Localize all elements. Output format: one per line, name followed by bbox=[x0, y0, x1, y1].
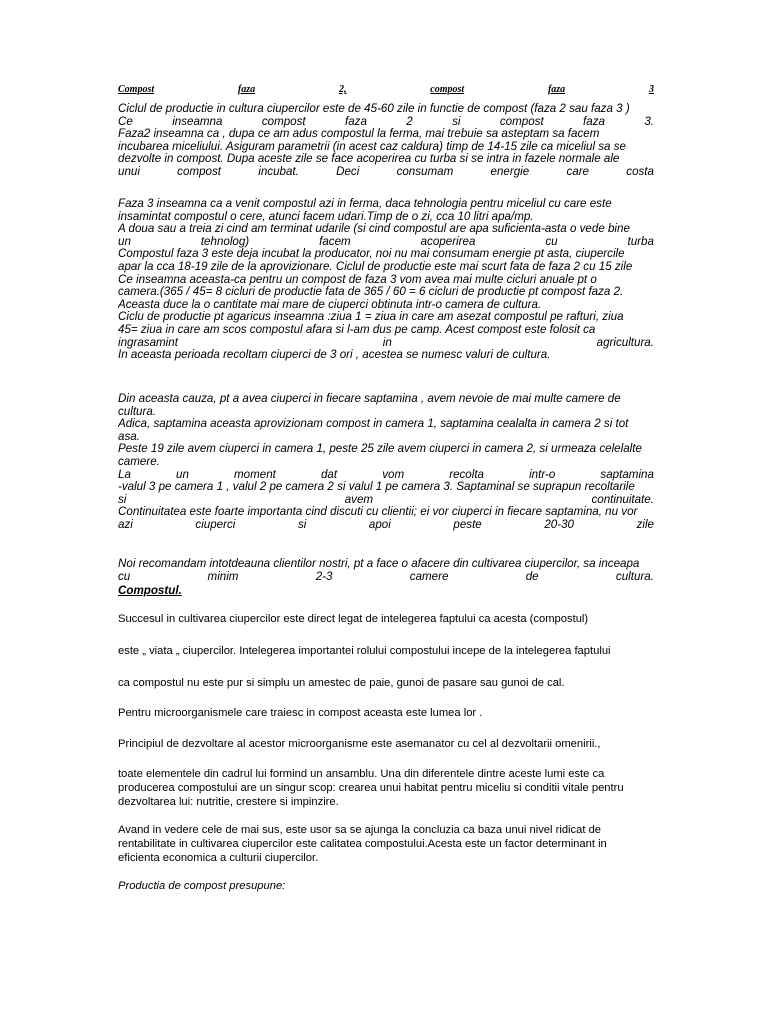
text-line: asa. bbox=[118, 430, 140, 443]
word: tehnolog) bbox=[200, 234, 250, 248]
text-line: dezvoltarea lui: nutritie, crestere si impinzire. bbox=[118, 796, 339, 809]
text-line: Aceasta duce la o cantitate mai mare de ciuperci obtinuta intr-o camera de cultura. bbox=[118, 298, 542, 311]
text-line: rentabilitate in cultivarea ciupercilor este calitatea compostului.Acesta este un factor determinant in bbox=[118, 838, 607, 851]
justified-text-line bbox=[118, 116, 654, 129]
text-line: eficienta economica a culturii ciupercilor. bbox=[118, 852, 319, 865]
word: consumam bbox=[396, 164, 454, 178]
text-line: Din aceasta cauza, pt a avea ciuperci in fiecare saptamina , avem nevoie de mai multe camere de bbox=[118, 393, 621, 405]
paragraph-recommendation bbox=[118, 558, 654, 583]
word: acoperirea bbox=[420, 234, 476, 248]
word: compost bbox=[499, 114, 544, 128]
text-line: cultura. bbox=[118, 405, 157, 418]
word: un bbox=[118, 234, 131, 248]
word: si bbox=[297, 517, 307, 531]
word: faza bbox=[345, 114, 367, 128]
header-word: faza bbox=[547, 84, 566, 95]
word: 20-30 bbox=[544, 517, 574, 531]
text-line: Ce inseamna aceasta-ca pentru un compost de faza 3 vom avea mai multe cicluri anuale pt o bbox=[118, 273, 597, 286]
word: cultura. bbox=[615, 569, 654, 583]
text-line: Faza2 inseamna ca , dupa ce am adus compostul la ferma, mai trebuie sa asteptam sa facem bbox=[118, 128, 600, 141]
word: cu bbox=[118, 569, 131, 583]
header-word: 2, bbox=[338, 84, 347, 95]
paragraph-compost-production bbox=[118, 879, 654, 893]
text-line: toate elementele din cadrul lui formind un ansamblu. Una din diferentele dintre aceste lumi este ca bbox=[118, 768, 605, 780]
word: 3. bbox=[644, 114, 654, 128]
text-line: In aceasta perioada recoltam ciuperci de 3 ori , acestea se numesc valuri de cultura. bbox=[118, 349, 551, 362]
word: incubat. bbox=[258, 164, 299, 178]
word: cu bbox=[545, 234, 558, 248]
text-line: camera.(365 / 45= 8 cicluri de productie fata de 365 / 60 = 6 cicluri de productie pt compost faza 2. bbox=[118, 286, 624, 299]
justified-text-line bbox=[118, 469, 654, 482]
word: Deci bbox=[336, 164, 360, 178]
text-line: Productia de compost presupune: bbox=[118, 880, 286, 892]
justified-text-line bbox=[118, 494, 654, 507]
paragraph-phase-3 bbox=[118, 198, 654, 362]
section-heading-compost: Compostul. bbox=[118, 584, 182, 597]
word: costa bbox=[626, 164, 654, 178]
header-line bbox=[118, 84, 654, 95]
word: recolta bbox=[449, 467, 485, 481]
word: facem bbox=[319, 234, 351, 248]
text-line: incubarea miceliului. Asiguram parametrii (in acest caz caldura) timp de 14-15 zile ca miceliul sa se bbox=[118, 140, 626, 153]
text-line: Noi recomandam intotdeauna clientilor nostri, pt a face o afacere din cultivarea ciupercilor, sa inceapa bbox=[118, 558, 640, 570]
text-line: Succesul in cultivarea ciupercilor este direct legat de intelegerea faptului ca acesta (compostul) bbox=[118, 613, 589, 625]
word: vom bbox=[382, 467, 405, 481]
word: continuitate. bbox=[591, 492, 654, 506]
justified-text-line bbox=[118, 519, 654, 532]
word: un bbox=[176, 467, 189, 481]
paragraph-principle bbox=[118, 737, 654, 751]
word: moment bbox=[234, 467, 276, 481]
paragraph-life bbox=[118, 644, 654, 658]
word: camere bbox=[409, 569, 449, 583]
paragraph-microorganisms bbox=[118, 706, 654, 720]
word: energie bbox=[490, 164, 530, 178]
text-line: camere. bbox=[118, 455, 160, 468]
word: 2-3 bbox=[315, 569, 333, 583]
header-word: Compost bbox=[118, 84, 155, 95]
word: unui bbox=[118, 164, 140, 178]
word: de bbox=[525, 569, 539, 583]
word: si bbox=[118, 492, 127, 506]
text-line: Faza 3 inseamna ca a venit compostul azi in ferma, daca tehnologia pentru miceliul cu care este bbox=[118, 198, 612, 210]
header-word: faza bbox=[237, 84, 256, 95]
justified-text-line bbox=[118, 166, 654, 179]
word: intr-o bbox=[529, 467, 556, 481]
text-line: A doua sau a treia zi cind am terminat udarile (si cind compostul are apa suficienta-asta o vede bine bbox=[118, 223, 630, 236]
word: La bbox=[118, 467, 131, 481]
word: faza bbox=[583, 114, 605, 128]
word: care bbox=[566, 164, 590, 178]
header-word: 3 bbox=[648, 84, 654, 95]
text-line: Peste 19 zile avem ciuperci in camera 1, peste 25 zile avem ciuperci in camera 2, si urmeaza celelalte bbox=[118, 443, 642, 456]
word: azi bbox=[118, 517, 133, 531]
word: 2 bbox=[406, 114, 413, 128]
paragraph-not-simple-mix bbox=[118, 676, 654, 690]
word: agricultura. bbox=[596, 335, 654, 349]
word: ciuperci bbox=[195, 517, 236, 531]
text-line: insamintat compostul o cere, atunci facem udari.Timp de o zi, cca 10 litri apa/mp. bbox=[118, 210, 534, 223]
paragraph-habitat bbox=[118, 767, 654, 810]
word: inseamna bbox=[172, 114, 223, 128]
paragraph-multiple-rooms bbox=[118, 393, 654, 532]
word: compost bbox=[261, 114, 306, 128]
paragraph-success bbox=[118, 612, 654, 626]
word: in bbox=[382, 335, 392, 349]
paragraph-production-cycle bbox=[118, 103, 654, 179]
text-line: Ciclu de productie pt agaricus inseamna :ziua 1 = ziua in care am asezat compostul pe rafturi, ziua bbox=[118, 311, 624, 324]
text-line: este „ viata „ ciupercilor. Intelegerea importantei rolului compostului incepe de la intelegerea faptului bbox=[118, 645, 611, 657]
text-line: Ciclul de productie in cultura ciupercilor este de 45-60 zile in functie de compost (faza 2 sau faza 3 ) bbox=[118, 103, 630, 115]
word: dat bbox=[320, 467, 338, 481]
text-line: Principiul de dezvoltare al acestor microorganisme este asemanator cu cel al dezvoltarii omenirii., bbox=[118, 738, 601, 750]
word: si bbox=[452, 114, 461, 128]
text-line: Avand in vedere cele de mai sus, este usor sa se ajunga la concluzia ca baza unui nivel ridicat de bbox=[118, 824, 602, 836]
text-line: -valul 3 pe camera 1 , valul 2 pe camera 2 si valul 1 pe camera 3. Saptaminal se suprapun recoltarile bbox=[118, 481, 635, 494]
text-line: dezvolte in compost. Dupa aceste zile se face acoperirea cu turba si se intra in fazele normale ale bbox=[118, 153, 620, 166]
text-line: Adica, saptamina aceasta aprovizionam compost in camera 1, saptamina cealalta in camera 2 si tot bbox=[118, 418, 629, 431]
word: turba bbox=[627, 234, 654, 248]
text-line: Compostul faza 3 este deja incubat la producator, noi nu mai consumam energie pt asta, ciupercile bbox=[118, 248, 625, 261]
word: minim bbox=[207, 569, 239, 583]
text-line: Continuitatea este foarte importanta cind discuti cu clientii; ei vor ciuperci in fiecare saptamina, nu vor bbox=[118, 506, 638, 519]
word: compost bbox=[177, 164, 221, 178]
word: saptamina bbox=[600, 467, 654, 481]
justified-text-line bbox=[118, 236, 654, 249]
text-line: Pentru microorganismele care traiesc in compost aceasta este lumea lor . bbox=[118, 707, 483, 719]
header-word: compost bbox=[430, 84, 465, 95]
text-line: producerea compostului are un singur scop: crearea unui habitat pentru miceliu si conditii vitale pentru bbox=[118, 782, 624, 795]
word: avem bbox=[344, 492, 374, 506]
text-line: 45= ziua in care am scos compostul afara si l-am dus pe camp. Acest compost este folosit ca bbox=[118, 323, 596, 336]
word: zile bbox=[636, 517, 654, 531]
text-line: ca compostul nu este pur si simplu un amestec de paie, gunoi de pasare sau gunoi de cal. bbox=[118, 677, 565, 689]
word: peste bbox=[453, 517, 482, 531]
paragraph-profitability bbox=[118, 823, 654, 866]
justified-text-line bbox=[118, 571, 654, 584]
justified-text-line bbox=[118, 337, 654, 350]
word: ingrasamint bbox=[118, 335, 178, 349]
word: Ce bbox=[118, 114, 133, 128]
text-line: apar la cca 18-19 zile de la aprovizionare. Ciclul de productie este mai scurt fata de faza 2 cu 15 zile bbox=[118, 260, 633, 273]
word: apoi bbox=[368, 517, 391, 531]
